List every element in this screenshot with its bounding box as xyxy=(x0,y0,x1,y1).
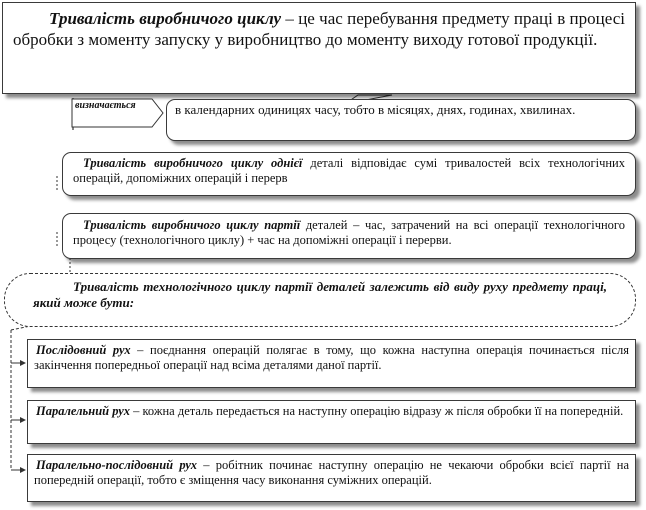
single-part-term: Тривалість виробничого циклу однієї xyxy=(83,156,303,170)
batch-box xyxy=(62,213,636,259)
movement-text: – кожна деталь передається на наступну операцію відразу ж після обробки її на попередній. xyxy=(129,404,624,418)
movement-box-parallel-sequential xyxy=(27,454,636,502)
movement-text: – поєднання операцій полягає в тому, що кожна наступна операція починається після закінчення попередньої операції над всіма деталями даної партії. xyxy=(34,343,629,373)
batch-text: деталей – час, затрачений на всі операції технологічного процесу (технологічного циклу) + час на допоміжні операції і перерви. xyxy=(73,218,625,248)
movement-text: – робітник починає наступну операцію не чекаючи обробки всієї партії на попередній операції, тобто є зміщення часу виконання суміжних операцій. xyxy=(34,458,630,488)
movement-box-parallel xyxy=(27,400,636,444)
definition-box xyxy=(2,2,636,94)
single-part-box xyxy=(62,152,636,196)
definition-term: Тривалість виробничого циклу xyxy=(49,9,282,28)
dependency-box xyxy=(4,273,636,327)
movement-term: Паралельно-послідовний рух xyxy=(36,458,198,472)
single-part-text: деталі відповідає сумі тривалостей всіх технологічних операцій, допоміжних операцій і перерв xyxy=(73,156,626,186)
movement-box-sequential xyxy=(27,339,636,388)
movement-term: Послідовний рух xyxy=(36,343,131,357)
batch-term: Тривалість виробничого циклу партії xyxy=(83,218,301,232)
measure-label: визначається xyxy=(70,97,166,129)
measure-text: в календарних одиницях часу, тобто в місяцях, днях, годинах, хвилинах. xyxy=(175,102,576,117)
definition-text: – це час перебування предмету праці в процесі обробки з моменту запуску у виробництво до моменту виходу готової продукції. xyxy=(13,9,625,49)
movement-term: Паралельний рух xyxy=(36,404,130,418)
dependency-text: Тривалість технологічного циклу партії деталей залежить від виду руху предмету праці, який може бути: xyxy=(33,279,607,311)
measure-box xyxy=(166,99,636,141)
